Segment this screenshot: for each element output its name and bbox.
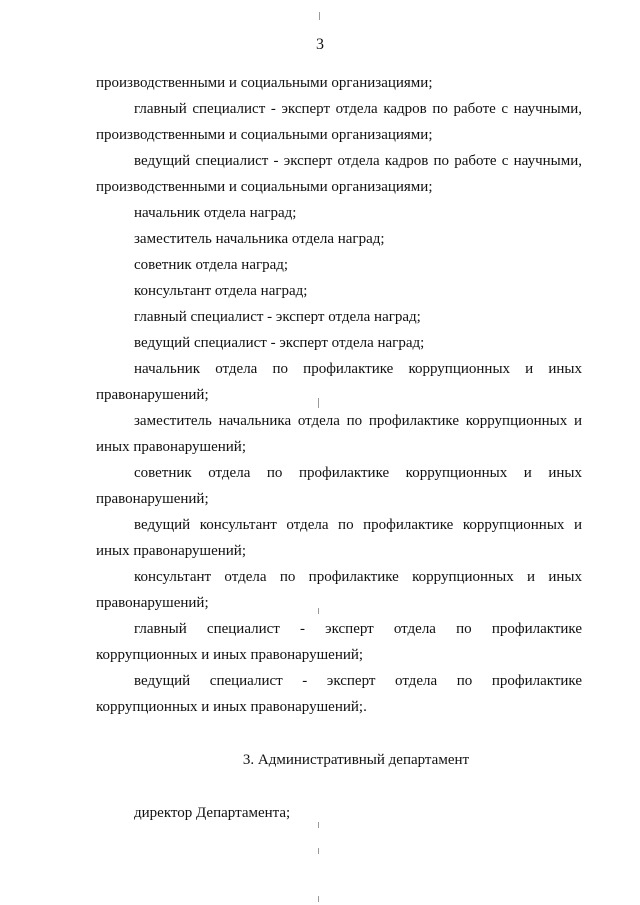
text-line: иных правонарушений; <box>96 439 246 455</box>
text-line: коррупционных и иных правонарушений;. <box>96 699 367 715</box>
scan-mark <box>318 896 319 902</box>
text-line: ведущий консультант отдела по профилактике коррупционных и <box>134 517 582 533</box>
text-line: ведущий специалист - эксперт отдела по профилактике <box>134 673 582 689</box>
text-line: производственными и социальными организациями; <box>96 179 433 195</box>
text-line: консультант отдела наград; <box>134 283 308 299</box>
text-line: советник отдела по профилактике коррупционных и иных <box>134 465 582 481</box>
body-text <box>96 70 582 720</box>
text-line: консультант отдела по профилактике коррупционных и иных <box>134 569 582 585</box>
text-line: правонарушений; <box>96 491 209 507</box>
text-line: иных правонарушений; <box>96 543 246 559</box>
scan-mark <box>318 822 319 828</box>
text-line: правонарушений; <box>96 387 209 403</box>
page-number: 3 <box>316 36 324 53</box>
text-line: главный специалист - эксперт отдела по профилактике <box>134 621 582 637</box>
text-line: заместитель начальника отдела наград; <box>134 231 385 247</box>
text-line: коррупционных и иных правонарушений; <box>96 647 364 663</box>
scan-mark <box>319 12 320 20</box>
scan-mark <box>318 848 319 854</box>
text-line: ведущий специалист - эксперт отдела наград; <box>134 335 425 351</box>
text-line: производственными и социальными организациями; <box>96 127 433 143</box>
text-line: правонарушений; <box>96 595 209 611</box>
text-line: производственными и социальными организациями; <box>96 75 433 91</box>
text-line: начальник отдела по профилактике коррупционных и иных <box>134 361 582 377</box>
text-line: советник отдела наград; <box>134 257 289 273</box>
text-line: начальник отдела наград; <box>134 205 297 221</box>
text-line: ведущий специалист - эксперт отдела кадров по работе с научными, <box>134 153 582 169</box>
text-line: главный специалист - эксперт отдела наград; <box>134 309 421 325</box>
text-line: главный специалист - эксперт отдела кадров по работе с научными, <box>134 101 582 117</box>
section-heading: 3. Административный департамент <box>242 752 470 768</box>
text-line: директор Департамента; <box>134 805 291 821</box>
text-line: заместитель начальника отдела по профилактике коррупционных и <box>134 413 582 429</box>
